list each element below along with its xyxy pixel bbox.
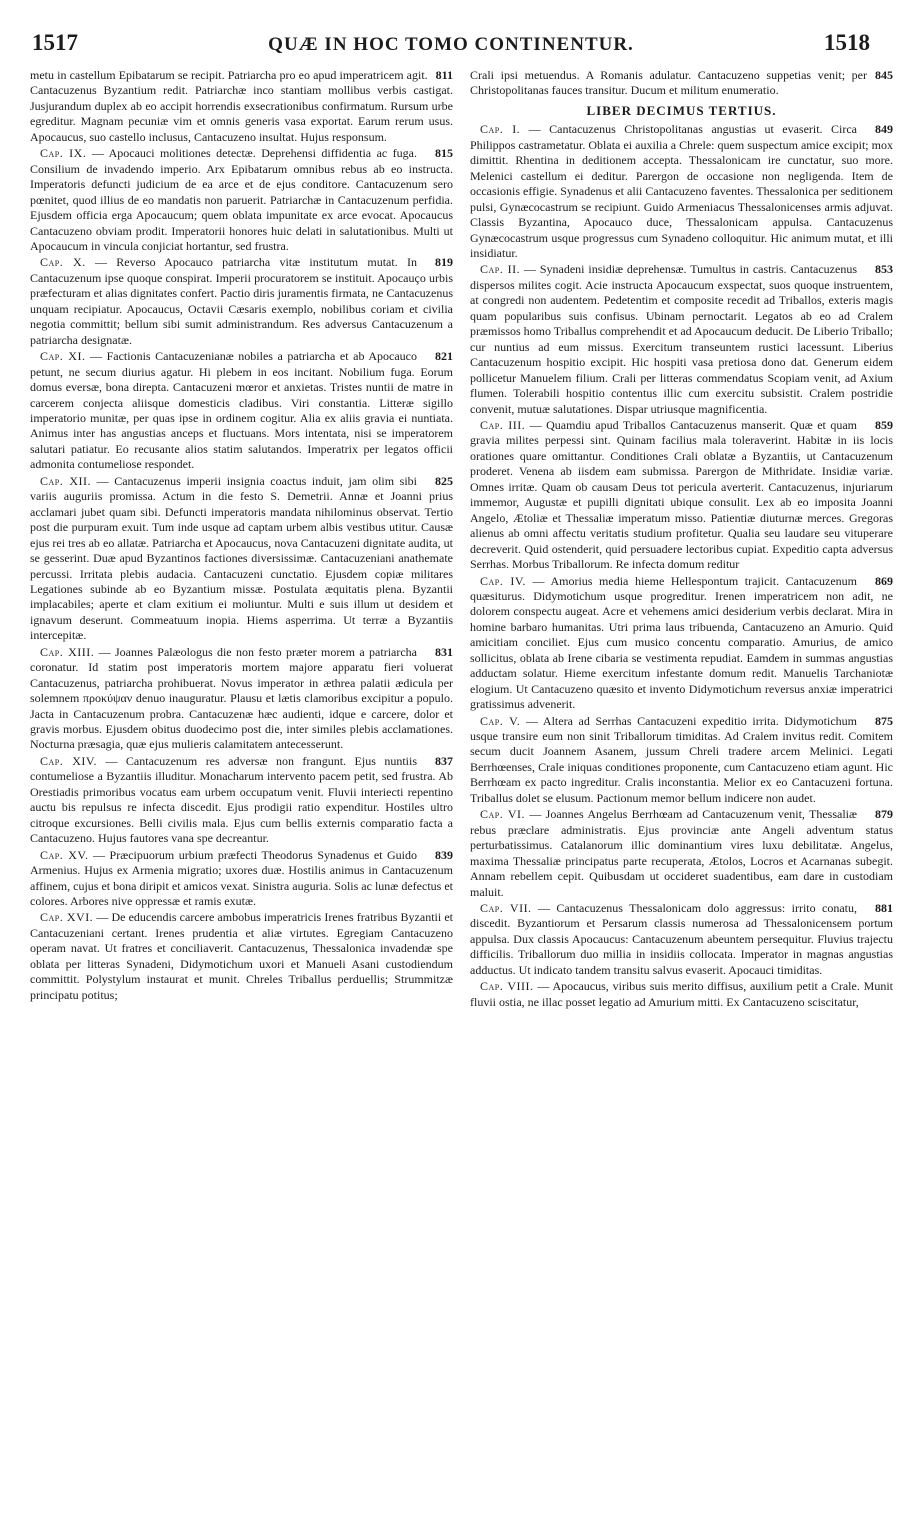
page-ref: 825 [435,473,453,488]
chapter-label: Cap. V. [480,713,521,728]
page-ref: 839 [435,847,453,862]
chapter-summary [470,807,893,900]
chapter-summary [30,349,453,473]
paragraph-text: — Cantacuzenus Thessalonicam dolo aggressus: irrito conatu, discedit. Byzantiorum et Persarum classis numerosa ad Thessalonicensem portum appulsa. Dux classis Apocaucus: Cantacuzenum abeuntem persequitur. Fluvius trajectu difficilis. Triballorum duo millia in insidiis collocata. Imperator in magnas angustias adductus. Ut indicato tandem transitu salvus evaserit. Apocauci timiditas. [470,901,893,977]
chapter-summary [30,645,453,753]
paragraph-text: — Præcipuorum urbium præfecti Theodorus Synadenus et Guido Armenius. Hujus ex Armenia migratio; uxores duæ. Hostilis animus in Cantacuzenum affinem, cujus et bona diripit et amicos vexat. Sinistra auguria. Solis ac lunæ defectus et colores. Arbores nive oppressæ et ramis exutæ. [30,847,453,909]
chapter-summary [30,68,453,145]
running-title: QUÆ IN HOC TOMO CONTINENTUR. [268,34,634,55]
chapter-label: Cap. XVI. [40,910,94,925]
page-ref: 831 [435,644,453,659]
chapter-label: Cap. II. [480,262,521,277]
left-column [30,68,453,1004]
page-ref: 845 [875,68,893,82]
chapter-label: Cap. IX. [40,146,87,161]
page-ref: 875 [875,713,893,728]
right-paragraph-list [470,122,893,1010]
right-column [470,68,893,1011]
book-title: LIBER DECIMUS TERTIUS. [586,102,777,118]
page-ref: 821 [435,349,453,364]
page-ref: 869 [875,573,893,588]
paragraph-text: — Apocaucus, viribus suis merito diffisus, auxilium petit a Crale. Munit fluvii ostia, ne illac posset legatio ad Amurium mitti. Ex Cantacuzeno sciscitatur, [470,979,893,1009]
paragraph-text: — Cantacuzenum res adversæ non frangunt. Ejus nuntiis contumeliose a Byzantiis illuditur. Monacharum intervento pacem petit, sed frustra. Ab Orestiadis primoribus vocatus eam urbem occupatum venit. Fluvii interiecti repentino auctu bis repulsus re infecta discedit. Ejus prodigii ratio expenditur. Hostiles ultro citroque excursiones. Belli civilis mala. Ejus cum bellis externis comparatio facta a Cantacuzeno. Hujus fautores vana spe decreantur. [30,753,453,846]
chapter-summary [30,754,453,847]
page-ref: 859 [875,417,893,432]
paragraph-text: Crali ipsi metuendus. A Romanis adulatur. Cantacuzeno suppetias venit; per Christopolitanas fauces transitur. Ducum et militum enumeratio. [470,68,867,98]
paragraph-text: — Cantacuzenus Christopolitanas angustias ut evaserit. Circa Philippos castrametatur. Oblata ei auxilia a Chrele: quem suspectum amice excipit; mox dimittit. Rhentina in deditionem accepta. Thessalonicam ire cunctatur, suo more. Melenici castellum ei deditur. Parergon de occasione non negligenda. Item de occasionis effigie. Synadenus et alii Cantacuzeno faventes. Thessalonica per seditionem pulsi, Gynæcocastrum se recipiunt. Guido Armeniacus Thessalonicenses armis adjuvat. Classis Byzantina, Apocauco duce, Thessalonicam appulsa. Cantacuzenus Gynæcocastrum usque progressus cum Synadeno colloquitur. Hic animum mutat, et illi insidiatur. [470,122,893,260]
lead-paragraph [470,68,893,99]
chapter-summary [470,574,893,713]
chapter-label: Cap. XIV. [40,753,97,768]
paragraph-text: — Joannes Palæologus die non festo præter morem a patriarcha coronatur. Id statim post imperatoris mortem majore apparatu fieri voluerat Cantacuzenus, patriarcha prohibuerat. Novus imperator in æthrea palatii ædicula per solemnem προκύψαν denuo inauguratur. Plausu et lætis clamoribus excipitur a populo. Jacta in Cantacuzenum probra. Cantacuzenæ hæc audienti, idque e carcere, dolor et gravis morbus. Ejusdem obitus duodecimo post die, inter similes plebis acclamationes. Nocturna præsagia, quæ ejus mulieris calamitatem antecesserunt. [30,644,453,752]
chapter-summary [470,714,893,807]
page-ref: 881 [875,901,893,916]
page-ref: 811 [435,68,453,82]
paragraph-text: metu in castellum Epibatarum se recipit. Patriarcha pro eo apud imperatricem agit. Cantacuzenus Byzantium redit. Patriarchæ inco stantiam mollibus verbis castigat. Jusjurandum duplex ab eo accipit horrendis exsecrationibus confirmatum. Rursum urbe egreditur. Magnam pecuniæ vim et omnis generis vasa exportat. Earum rerum usus. Apocaucus, suo castello inclusus, Cantacuzeno insultat. Hujus responsum. [30,68,453,144]
chapter-label: Cap. IV. [480,573,526,588]
running-header [32,30,870,64]
chapter-summary [470,262,893,417]
chapter-label: Cap. XIII. [40,644,95,659]
chapter-label: Cap. X. [40,255,86,270]
chapter-summary [30,848,453,910]
paragraph-text: — Cantacuzenus imperii insignia coactus induit, jam olim sibi variis auguriis promissa. Actum in die festo S. Demetrii. Annæ et Joanni prius acclamari jubet quam sibi. Defuncti imperatoris mandata nihilominus observat. Tertio post die purpuram exuit. Tum inde usque ad captam urbem albis vestibus utitur. Causæ ejus rei tres ab eo allatæ. Patriarcha et Apocaucus, nova Cantacuzeni dignitate audita, ut se gesserint. Duæ apud Byzantinos factiones diversissimæ. Cantacuzeniani anathemate percussi. Irritata plebis audacia. Cantacuzeni cunctatio. Ejusdem copiæ militares Legationes subinde ab eo Byzantium missæ. Postulata æquitatis plena. Byzantii implacabiles; aperte et clam exitium ei moliuntur. Multi e suis illum ut desidem et ignavum deserunt. Commeatuum inopia. Hiems asperrima. Ut terræ a Byzantiis intercepitæ. [30,473,453,643]
paragraph-text: — De educendis carcere ambobus imperatricis Irenes fratribus Byzantii et Cantacuzeniani certant. Irenes prudentia et aliæ virtutes. Egregiam Cantacuzeno operam navat. Ut fratres et conciliaverit. Cantacuzenus, Thessalonica invadendæ spe oblata per litteras Synadeni, Didymotichum uxori et Manueli Asani custodiendum committit. Polystylum instaurat et munit. Chreles Triballus perduellis; Strummitzæ principatu potitus; [30,910,454,1002]
paragraph-text: — Synadeni insidiæ deprehensæ. Tumultus in castris. Cantacuzenus dispersos milites cogit. Acie instructa Apocaucum exspectat, suos quoque instruentem, at congredi non audentem. Pedetentim et composite recedit ad Triballos, exteris magis quam popularibus suis confisus. Ubinam pernoctarit. Legatos ab eo ad Cralem præmissos homo Triballus comprehendit et ad Apocaucum deducit. De Liberio Triballo; cur nuntius ad eum missus. Exercitum transeuntem rustici lacessunt. Liberius Cantacuzenum hospitio excipit. Hic hospiti vasa pretiosa dono dat. Generum eidem pollicetur Manuelem filium. Crali per litteras commendatus Scopiam venit, ad Axium flumen. Tolerabili hospitio contentus illic cum exercitu subsistit. Cralem postridie convenit, mutuæ salutationes. Dispar utriusque magnificentia. [470,262,893,416]
paragraph-text: — Altera ad Serrhas Cantacuzeni expeditio irrita. Didymotichum usque transire eum non sinit Triballorum timiditas. Ad Cralem invitus redit. Comitem secum ducit Joannem Asanem, jussum Chreli tradere arcem Melinici. Legati Berrhœenses, Crale iniquas conditiones proponente, cum Cantacuzeno etiam agunt. Hic Berrhœam ex pacto ingreditur. Cralis inconstantia. Melior ex eo Cantacuzeni fortuna. Triballus dolet se elusum. Pactionum memor bellum indicere non audet. [470,713,893,805]
chapter-summary [470,979,893,1010]
chapter-label: Cap. VI. [480,807,526,822]
page-ref: 879 [875,807,893,822]
page-ref: 837 [435,753,453,768]
page-ref: 853 [875,262,893,277]
paragraph-text: — Apocauci molitiones detectæ. Deprehensi diffidentia ac fuga. Consilium de invadendo imperio. Arx Epibatarum omnibus rebus ab eo instructa. Imperatoris defuncti judicium de ea arce et de ejus conditore. Cantacuzenum sero pœnitet, quod illius de eo mandatis non paruerit. Patriarchæ in Cantacuzenum perfidia. Ejusdem officia erga Apocaucum; quem oblata impunitate ex arce evocat. Apocaucus Cantacuzeno obviam prodit. Imperatorii honores huic delati in salutationibus. Multi ut Apocaucum in vincula conjiciat hortantur, sed frustra. [30,146,453,253]
chapter-label: Cap. XV. [40,847,89,862]
chapter-label: Cap. VII. [480,901,532,916]
chapter-summary [30,474,453,644]
paragraph-text: — Reverso Apocauco patriarcha vitæ institutum mutat. In Cantacuzenum ipse quoque conspirat. Imperii procuratorem se instituit. Apocauço urbis præfecturam et alias dignitates confert. Pactio diris juramentis firmata, ne Cantacuzenus unquam recipiatur. Apocaucus, Octavii Cæsaris exemplo, nobilibus coriam et civilia negotia committit; bellum sibi sumit administrandum. Res adversus Cantacuzenum a patriarcha designatæ. [30,255,453,347]
page-ref: 819 [435,255,453,270]
chapter-label: Cap. I. [480,122,521,137]
paragraph-text: — Factionis Cantacuzenianæ nobiles a patriarcha et ab Apocauco petunt, ne secum diurius agatur. Hi plebem in eos incitant. Nobilium fuga. Eorum domus eversæ, bona direpta. Cantacuzeni mœror et anxietas. Tristes nuntii de matre in carcerem conjecta aliisque domesticis cladibus. Viri constantia. Litteræ sigillo imperatorio munitæ, per quas ipse in ordinem cogitur. Alia ex aliis gravia ei nuntiata. Animus inter has angustias anceps et fluctuans. Mors intentata, nisi se imperatorem salutari patiatur. Eo recusante alios statim salutandos. Imperatrix per legatos officii admonita contumeliose respondet. [30,349,453,472]
chapter-summary [470,901,893,978]
chapter-summary [30,910,453,1003]
page-ref: 849 [875,122,893,137]
page-ref: 815 [435,146,453,161]
chapter-summary [30,255,453,348]
page-number-right: 1518 [824,30,870,55]
chapter-summary [470,418,893,573]
chapter-label: Cap. XI. [40,349,86,364]
paragraph-text: — Joannes Angelus Berrhœam ad Cantacuzenum venit, Thessaliæ rebus præclare administratis. Ejus provinciæ ante Angeli adventum status perturbatissimus. Catalanorum illic dominantium vires luxu debilitatæ. Angelus, maxima Thessaliæ principatus parte recuperata, Ætolos, Locros et Acarnanas subegit. Annam rebellem cepit. Quibusdam ut occideret suadentibus, eam dare in custodiam maluit. [470,807,893,899]
chapter-label: Cap. III. [480,417,526,432]
paragraph-text: — Quamdiu apud Triballos Cantacuzenus manserit. Quæ et quam gravia milites perpessi sint. Quinam facilius mala toleraverint. Habitæ in iis locis orationes quare omittantur. Conditiones Crali oblatæ a Byzantiis, ut Cantacuzenum proderet. Venena ab iisdem eam submissa. Parergon de Mithridate. Insidiæ variæ. Omnes irritæ. Quam ob causam Deus tot pericula averterit. Cantacuzenus, injuriarum immemor, Augustæ et pupilli dignitati ubique consulit. Lex ab eo imposita Joanni Angelo, Ætoliæ et Thessaliæ imperatum misso. Patientiæ diuturnæ merces. Gregoras alienus ab omni affectu veritatis studium profitetur. Qualia seu laudare seu vituperare decreverit. Quid ostenderit, quid persuadere lectoribus cupiat. Expeditio capta adversus Serrhas. Morbus Triballorum. Re infecta domum reditur [470,417,893,572]
chapter-label: Cap. VIII. [480,979,534,994]
paragraph-text: — Amorius media hieme Hellespontum trajicit. Cantacuzenum quæsiturus. Didymotichum usque progreditur. Irenen imperatricem non adit, ne dolorem conspectu augeat. Acre et vehemens amici desiderium verbis declarat. Mira in homine barbaro humanitas. Utri prima laus tribuenda, Cantacuzeno an Amurio. Quid amicitiam conciliet. Ejus cum musico concentu comparatio. Amurius, de amico sollicitus, oblata ab Irene cibaria se vestimenta repudiat. Eamdem in summas angustias adductam solatur. Hieme exercitum infestante domum redit. Manuelis Tarchaniotæ elogium. Ut Cantacuzeno quæsito et invento Didymotichum reversus anxiæ imperatrici gratissimus advenerit. [470,573,893,712]
page-number-left: 1517 [32,30,78,55]
chapter-summary [30,146,453,254]
chapter-label: Cap. XII. [40,473,91,488]
chapter-summary [470,122,893,261]
